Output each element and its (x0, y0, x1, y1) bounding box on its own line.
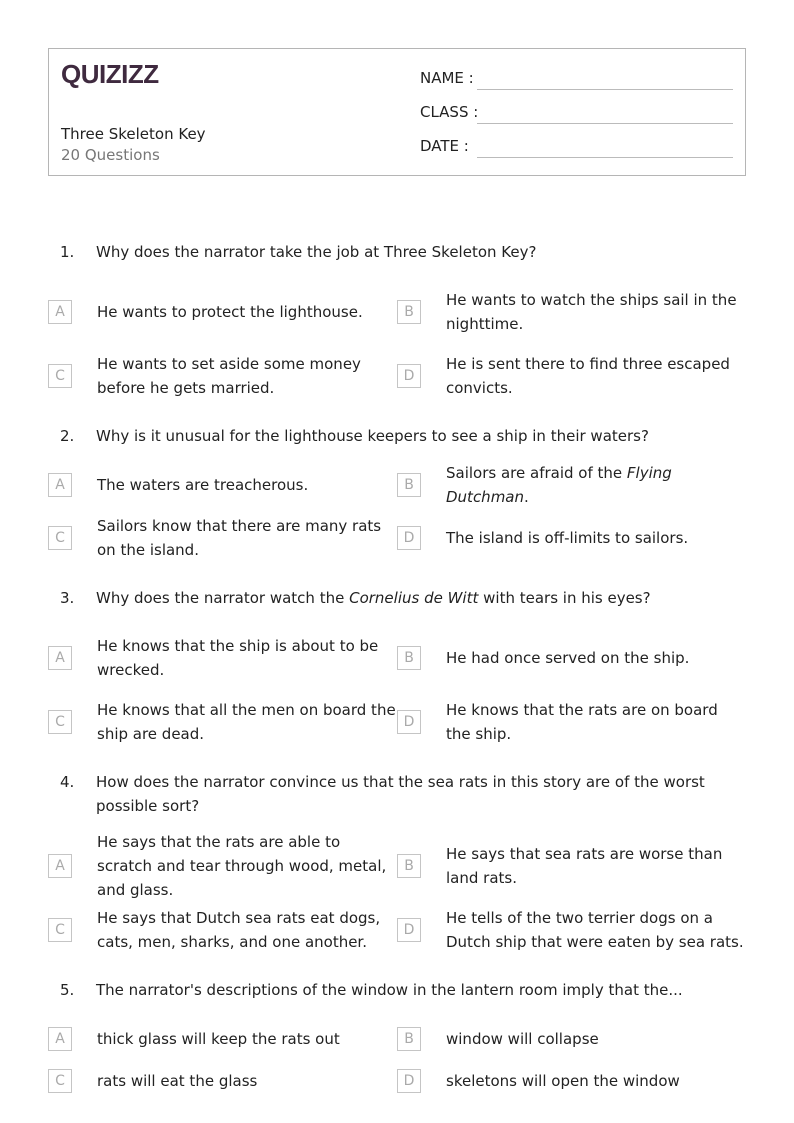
option-a[interactable] (48, 288, 397, 336)
option-d[interactable] (397, 906, 746, 954)
option-b[interactable] (397, 842, 746, 890)
option-letter-box[interactable]: D (397, 710, 421, 734)
question-text (96, 586, 716, 610)
text: He had once served on the ship. (446, 649, 690, 667)
option-text (97, 906, 397, 954)
text: . (524, 488, 529, 506)
text: He says that the rats are able to scratch and tear through wood, metal, and glass. (97, 833, 387, 899)
option-a[interactable] (48, 461, 397, 509)
text: Why is it unusual for the lighthouse keepers to see a ship in their waters? (96, 427, 649, 445)
text: The island is off-limits to sailors. (446, 529, 689, 547)
text: He knows that the rats are on board the ship. (446, 701, 718, 743)
option-letter-box[interactable]: B (397, 854, 421, 878)
option-text (97, 352, 397, 400)
name-label: NAME : (420, 69, 474, 87)
text: Sailors are afraid of the (446, 464, 627, 482)
text: He wants to watch the ships sail in the nighttime. (446, 291, 737, 333)
question-text (96, 240, 716, 264)
option-text (97, 634, 397, 682)
option-letter-box[interactable]: B (397, 473, 421, 497)
option-letter-box[interactable]: A (48, 300, 72, 324)
option-letter-box[interactable]: C (48, 1069, 72, 1093)
option-b[interactable] (397, 288, 746, 336)
option-a[interactable] (48, 634, 397, 682)
option-a[interactable] (48, 1015, 397, 1063)
option-d[interactable] (397, 698, 746, 746)
option-letter-box[interactable]: C (48, 364, 72, 388)
option-text (446, 352, 746, 400)
question-text (96, 424, 716, 448)
option-letter-box[interactable]: B (397, 646, 421, 670)
option-b[interactable] (397, 634, 746, 682)
class-label: CLASS : (420, 103, 479, 121)
option-text (446, 646, 746, 670)
option-letter-box[interactable]: B (397, 1027, 421, 1051)
option-text (97, 514, 397, 562)
option-letter-box[interactable]: D (397, 526, 421, 550)
option-d[interactable] (397, 1057, 746, 1105)
option-letter-box[interactable]: C (48, 526, 72, 550)
text: He wants to protect the lighthouse. (97, 303, 363, 321)
option-a[interactable] (48, 833, 397, 899)
quizizz-logo: QUIZIZZ (61, 59, 159, 89)
class-line[interactable] (477, 123, 733, 124)
question-text (96, 978, 716, 1002)
text: window will collapse (446, 1030, 599, 1048)
text: with tears in his eyes? (478, 589, 651, 607)
text: skeletons will open the window (446, 1072, 680, 1090)
option-b[interactable] (397, 1015, 746, 1063)
option-text (97, 300, 397, 324)
worksheet-title: Three Skeleton Key (61, 125, 206, 143)
text: He tells of the two terrier dogs on a Dutch ship that were eaten by sea rats. (446, 909, 744, 951)
option-letter-box[interactable]: C (48, 918, 72, 942)
italic-title: Flying Dutchman (446, 464, 672, 506)
option-letter-box[interactable]: D (397, 364, 421, 388)
option-c[interactable] (48, 906, 397, 954)
option-text (446, 461, 746, 509)
option-c[interactable] (48, 352, 397, 400)
question-text (96, 770, 716, 818)
option-text (446, 906, 746, 954)
text: Why does the narrator take the job at Three Skeleton Key? (96, 243, 537, 261)
option-letter-box[interactable]: A (48, 1027, 72, 1051)
option-d[interactable] (397, 514, 746, 562)
question-number: 3. (60, 589, 75, 607)
name-line[interactable] (477, 89, 733, 90)
option-letter-box[interactable]: A (48, 473, 72, 497)
question-number: 1. (60, 243, 75, 261)
worksheet-header (48, 48, 746, 176)
option-c[interactable] (48, 1057, 397, 1105)
question-number: 5. (60, 981, 75, 999)
option-c[interactable] (48, 698, 397, 746)
option-letter-box[interactable]: D (397, 1069, 421, 1093)
question-number: 4. (60, 773, 75, 791)
option-text (97, 1069, 397, 1093)
option-b[interactable] (397, 461, 746, 509)
option-text (446, 526, 746, 550)
option-letter-box[interactable]: A (48, 854, 72, 878)
option-text (97, 473, 397, 497)
date-line[interactable] (477, 157, 733, 158)
text: He knows that all the men on board the ship are dead. (97, 701, 396, 743)
text: The narrator's descriptions of the window in the lantern room imply that the... (96, 981, 683, 999)
option-text (446, 698, 746, 746)
text: thick glass will keep the rats out (97, 1030, 340, 1048)
text: rats will eat the glass (97, 1072, 258, 1090)
text: He says that sea rats are worse than land rats. (446, 845, 723, 887)
text: Sailors know that there are many rats on the island. (97, 517, 382, 559)
option-text (446, 842, 746, 890)
option-letter-box[interactable]: B (397, 300, 421, 324)
option-text (97, 698, 397, 746)
option-text (446, 1069, 746, 1093)
option-text (97, 1027, 397, 1051)
option-c[interactable] (48, 514, 397, 562)
option-letter-box[interactable]: D (397, 918, 421, 942)
date-label: DATE : (420, 137, 469, 155)
question-count: 20 Questions (61, 146, 160, 164)
italic-title: Cornelius de Witt (349, 589, 479, 607)
option-text (446, 288, 746, 336)
text: Why does the narrator watch the (96, 589, 350, 607)
option-d[interactable] (397, 352, 746, 400)
option-text (97, 830, 397, 902)
text: He is sent there to find three escaped convicts. (446, 355, 730, 397)
text: He wants to set aside some money before he gets married. (97, 355, 361, 397)
text: He says that Dutch sea rats eat dogs, cats, men, sharks, and one another. (97, 909, 381, 951)
text: How does the narrator convince us that the sea rats in this story are of the worst possible sort? (96, 773, 705, 815)
text: The waters are treacherous. (97, 476, 309, 494)
option-letter-box[interactable]: C (48, 710, 72, 734)
option-letter-box[interactable]: A (48, 646, 72, 670)
question-number: 2. (60, 427, 75, 445)
option-text (446, 1027, 746, 1051)
text: He knows that the ship is about to be wrecked. (97, 637, 379, 679)
